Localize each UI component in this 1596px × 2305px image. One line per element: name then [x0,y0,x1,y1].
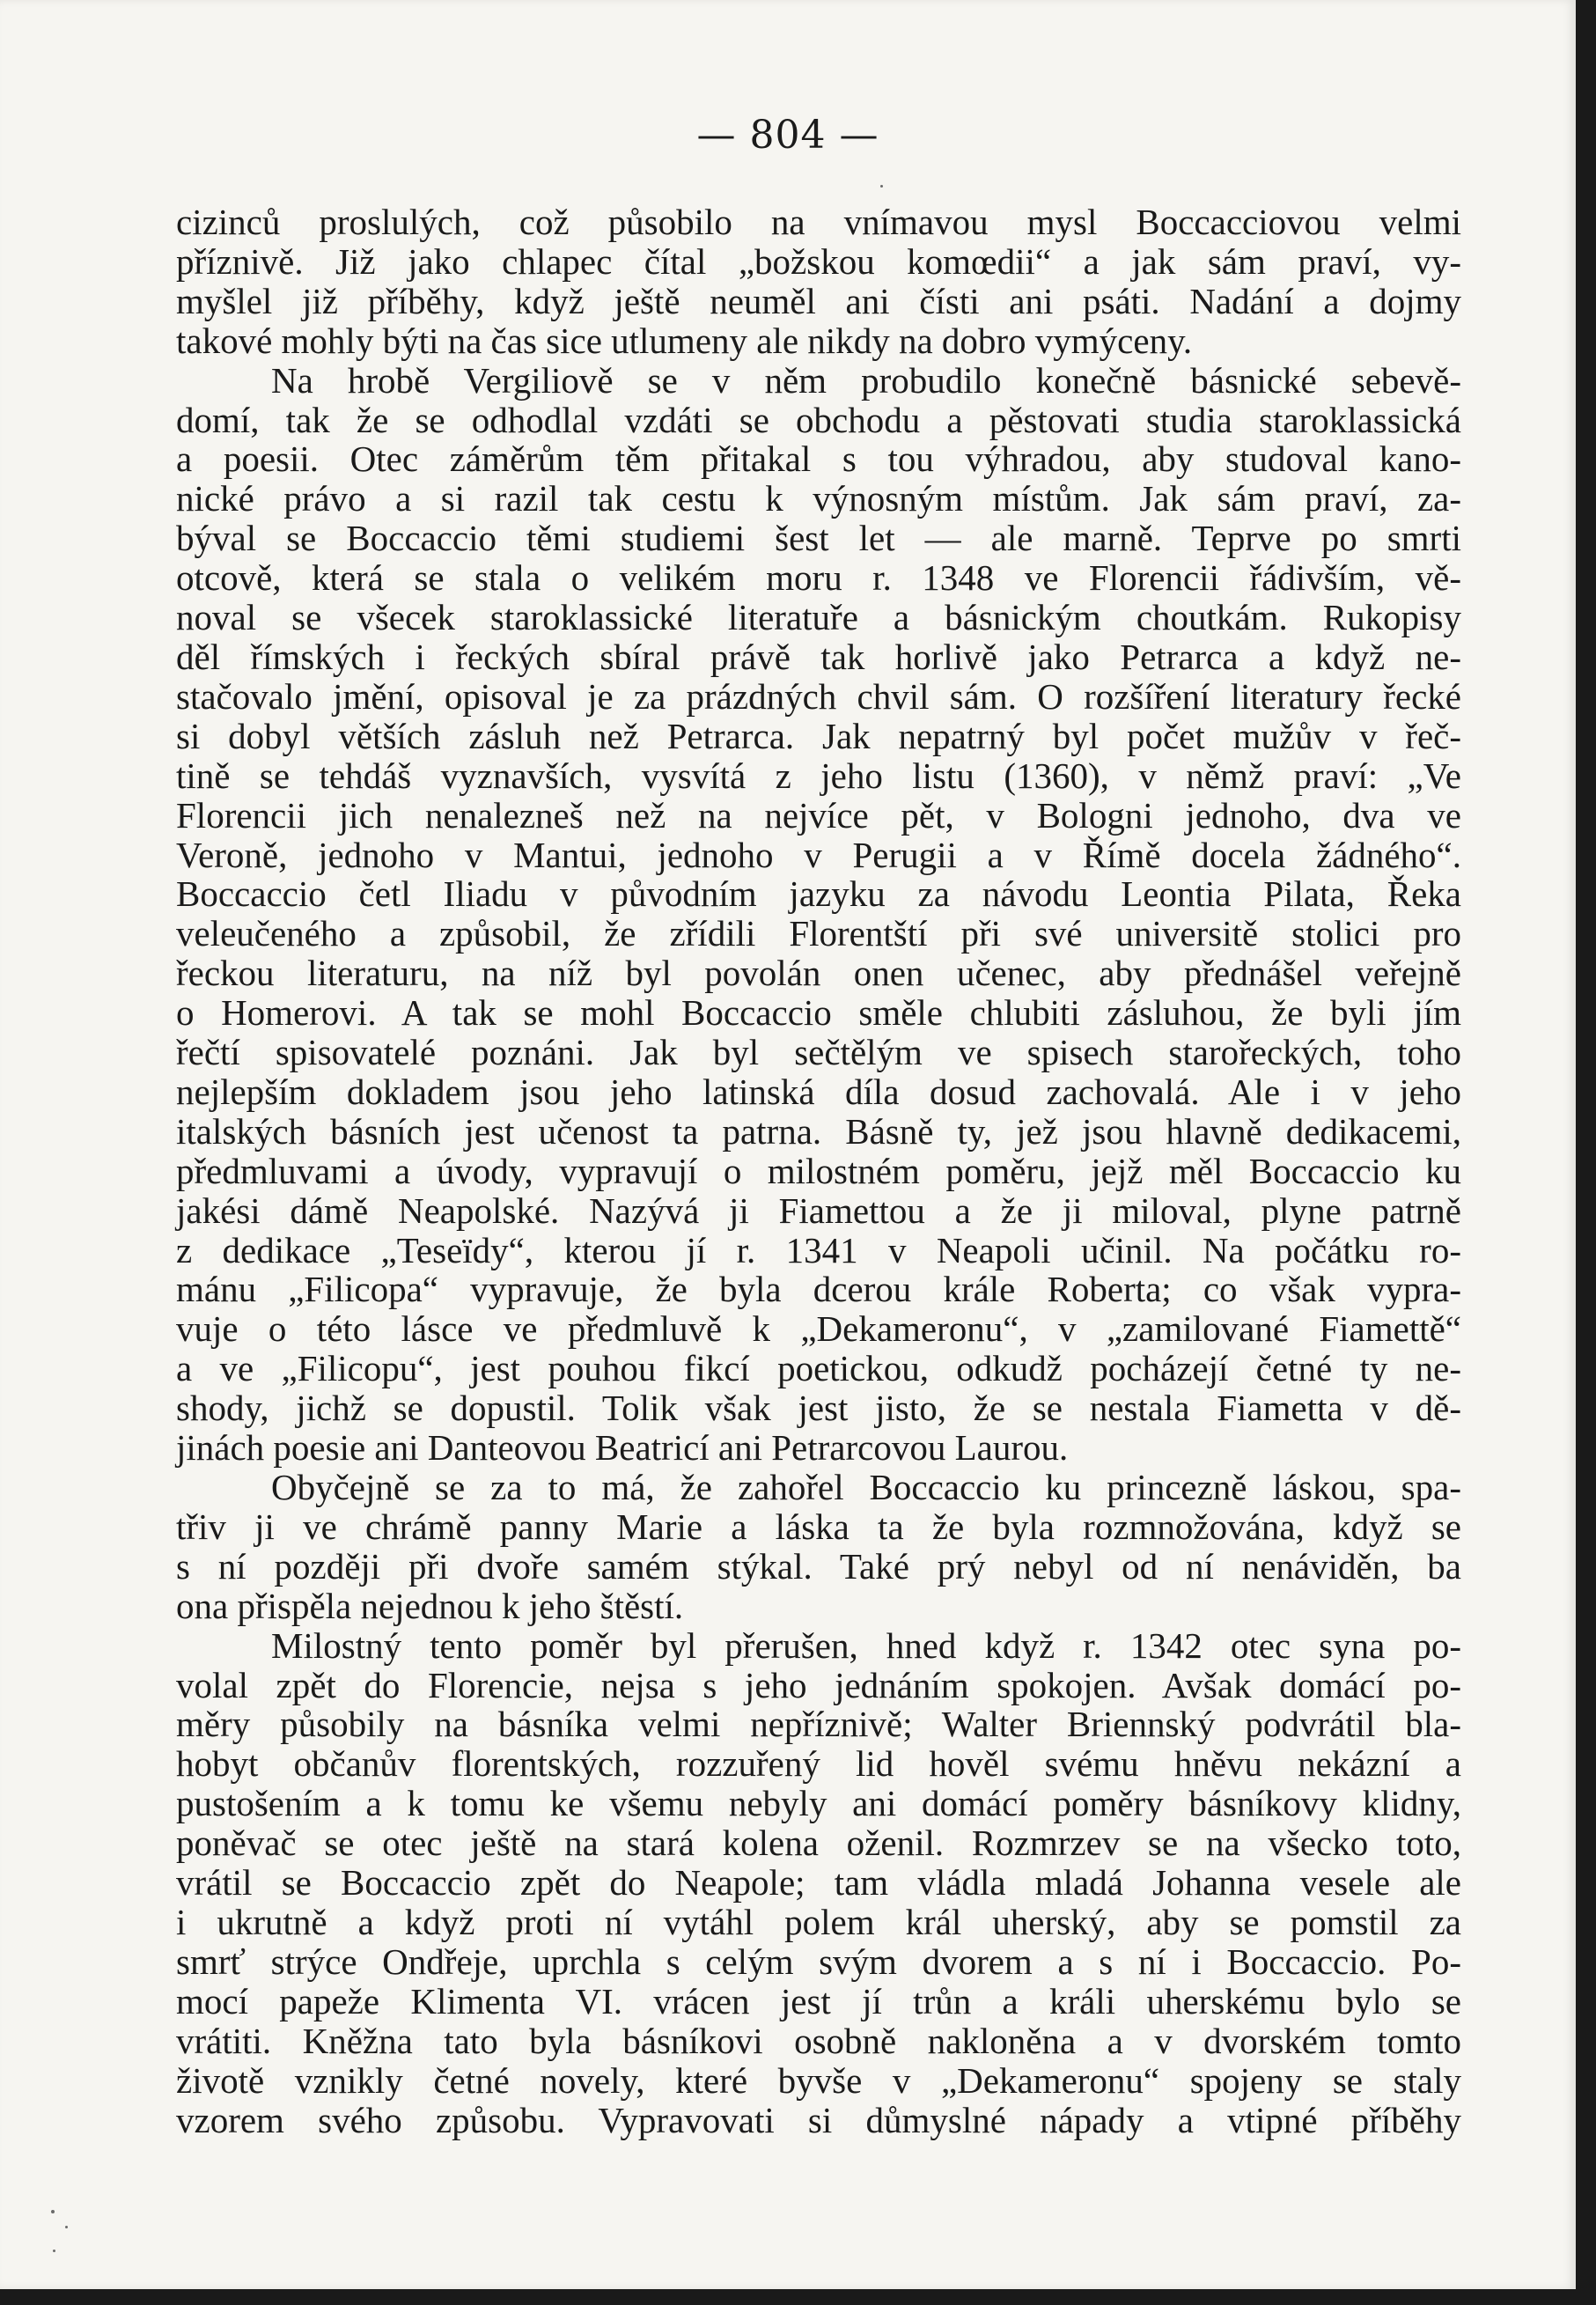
text-line: i ukrutně a když proti ní vytáhl polem král uherský, aby se pomstil za [176,1901,1461,1942]
text-line: životě vznikly četné novely, které byvše v „Dekameronu“ spojeny se staly [176,2059,1461,2101]
text-line: volal zpět do Florencie, nejsa s jeho jednáním spokojen. Avšak domácí po- [176,1664,1461,1705]
scan-speck [65,2226,68,2228]
text-line: býval se Boccaccio těmi studiemi šest let — ale marně. Teprve po smrti [176,518,1461,559]
page-number: — 804 — [696,113,879,158]
text-line: Na hrobě Vergiliově se v něm probudilo konečně básnické sebevě- [271,359,1461,401]
text-line: předmluvami a úvody, vypravují o milostném poměru, jejž měl Boccaccio ku [176,1150,1461,1191]
text-line: ona přispěla nejednou k jeho štěstí. [176,1585,684,1626]
text-line: pustošením a k tomu ke všemu nebyly ani domácí poměry básníkovy klidny, [176,1783,1461,1824]
text-line: a ve „Filicopu“, jest pouhou fikcí poetickou, odkudž pocházejí četné ty ne- [176,1348,1461,1389]
text-line: z dedikace „Teseïdy“, kterou jí r. 1341 v Neapoli učinil. Na počátku ro- [176,1229,1461,1270]
text-line: a poesii. Otec záměrům těm přitakal s tou výhradou, aby studoval kano- [176,438,1461,480]
text-line: italských básních jest učenost ta patrna. Básně ty, jež jsou hlavně dedikacemi, [176,1110,1461,1152]
text-line: takové mohly býti na čas sice utlumeny ale nikdy na dobro vymýceny. [176,320,1193,361]
text-line: měry působily na básníka velmi nepříznivě; Walter Briennský podvrátil bla- [176,1704,1461,1745]
text-line: jakési dámě Neapolské. Nazývá ji Fiamettou a že ji miloval, plyne patrně [176,1189,1461,1231]
text-line: jinách poesie ani Danteovou Beatricí ani Petrarcovou Laurou. [176,1427,1069,1469]
scan-speck [51,2210,55,2213]
text-line: hobyt občanův florentských, rozzuřený lid hověl svému hněvu nekázní a [176,1743,1461,1785]
text-line: s ní později při dvoře samém stýkal. Také prý nebyl od ní nenáviděn, ba [176,1545,1461,1587]
text-line: cizinců proslulých, což působilo na vnímavou mysl Boccacciovou velmi [176,202,1461,242]
text-line: Veroně, jednoho v Mantui, jednoho v Perugii a v Římě docela žádného“. [176,834,1461,875]
paragraph [176,361,1461,1468]
scan-speck [880,185,883,188]
text-line: vrátiti. Kněžna tato byla básníkovi osobně nakloněna a v dvorském tomto [176,2020,1461,2061]
text-line: noval se všecek staroklassické literatuře a básnickým choutkám. Rukopisy [176,597,1461,638]
text-line: nické právo a si razil tak cestu k výnosným místům. Jak sám praví, za- [176,478,1461,519]
text-line: Florencii jich nenalezneš než na nejvíce pět, v Bologni jednoho, dva ve [176,794,1461,836]
text-line: nejlepším dokladem jsou jeho latinská díla dosud zachovalá. Ale i v jeho [176,1071,1461,1112]
text-line: Milostný tento poměr byl přerušen, hned když r. 1342 otec syna po- [271,1624,1461,1666]
text-line: vuje o této lásce ve předmluvě k „Dekameronu“, v „zamilované Fiamettě“ [176,1308,1461,1350]
text-line: otcově, která se stala o velikém moru r. 1348 ve Florencii řádivším, vě- [176,557,1461,599]
paragraph [176,203,1461,361]
text-line: řečtí spisovatelé poznáni. Jak byl sečtělým ve spisech starořeckých, toho [176,1032,1461,1073]
text-line: veleučeného a způsobil, že zřídili Florentští při své universitě stolici pro [176,913,1461,954]
text-line: shody, jichž se dopustil. Tolik však jest jisto, že se nestala Fiametta v dě- [176,1388,1461,1429]
text-line: vzorem svého způsobu. Vypravovati si důmyslné nápady a vtipné příběhy [176,2099,1461,2140]
body-text [176,203,1461,2139]
text-line: domí, tak že se odhodlal vzdáti se obchodu a pěstovati studia staroklassická [176,399,1461,440]
text-line: poněvač se otec ještě na stará kolena oženil. Rozmrzev se na všecko toto, [176,1823,1461,1864]
text-line: tině se tehdáš vyznavších, vysvítá z jeho listu (1360), v němž praví: „Ve [176,755,1461,796]
text-line: Obyčejně se za to má, že zahořel Boccaccio ku princezně láskou, spa- [271,1467,1461,1507]
text-line: řeckou literaturu, na níž byl povolán onen učenec, aby přednášel veřejně [176,953,1461,994]
text-line: mocí papeže Klimenta VI. vrácen jest jí trůn a králi uherskému bylo se [176,1980,1461,2021]
text-line: o Homerovi. A tak se mohl Boccaccio směle chlubiti zásluhou, že byli jím [176,992,1461,1034]
text-line: děl římských i řeckých sbíral právě tak horlivě jako Petrarca a když ne- [176,636,1461,677]
text-line: si dobyl větších zásluh než Petrarca. Jak nepatrný byl počet mužův v řeč- [176,715,1461,756]
paragraph [176,1468,1461,1626]
scan-speck [53,2250,55,2252]
text-line: myšlel již příběhy, když ještě neuměl ani čísti ani psáti. Nadání a dojmy [176,280,1461,321]
paragraph [176,1626,1461,2140]
text-line: třiv ji ve chrámě panny Marie a láska ta že byla rozmnožována, když se [176,1506,1461,1547]
text-line: mánu „Filicopa“ vypravuje, že byla dcerou krále Roberta; co však vypra- [176,1269,1461,1310]
text-line: smrť strýce Ondřeje, uprchla s celým svým dvorem a s ní i Boccaccio. Po- [176,1940,1461,1982]
text-line: příznivě. Již jako chlapec čítal „božskou komœdii“ a jak sám praví, vy- [176,240,1461,282]
text-line: stačovalo jmění, opisoval je za prázdných chvil sám. O rozšíření literatury řecké [176,675,1461,717]
text-line: vrátil se Boccaccio zpět do Neapole; tam vládla mladá Johanna vesele ale [176,1862,1461,1904]
text-line: Boccaccio četl Iliadu v původním jazyku za návodu Leontia Pilata, Řeka [176,873,1461,915]
